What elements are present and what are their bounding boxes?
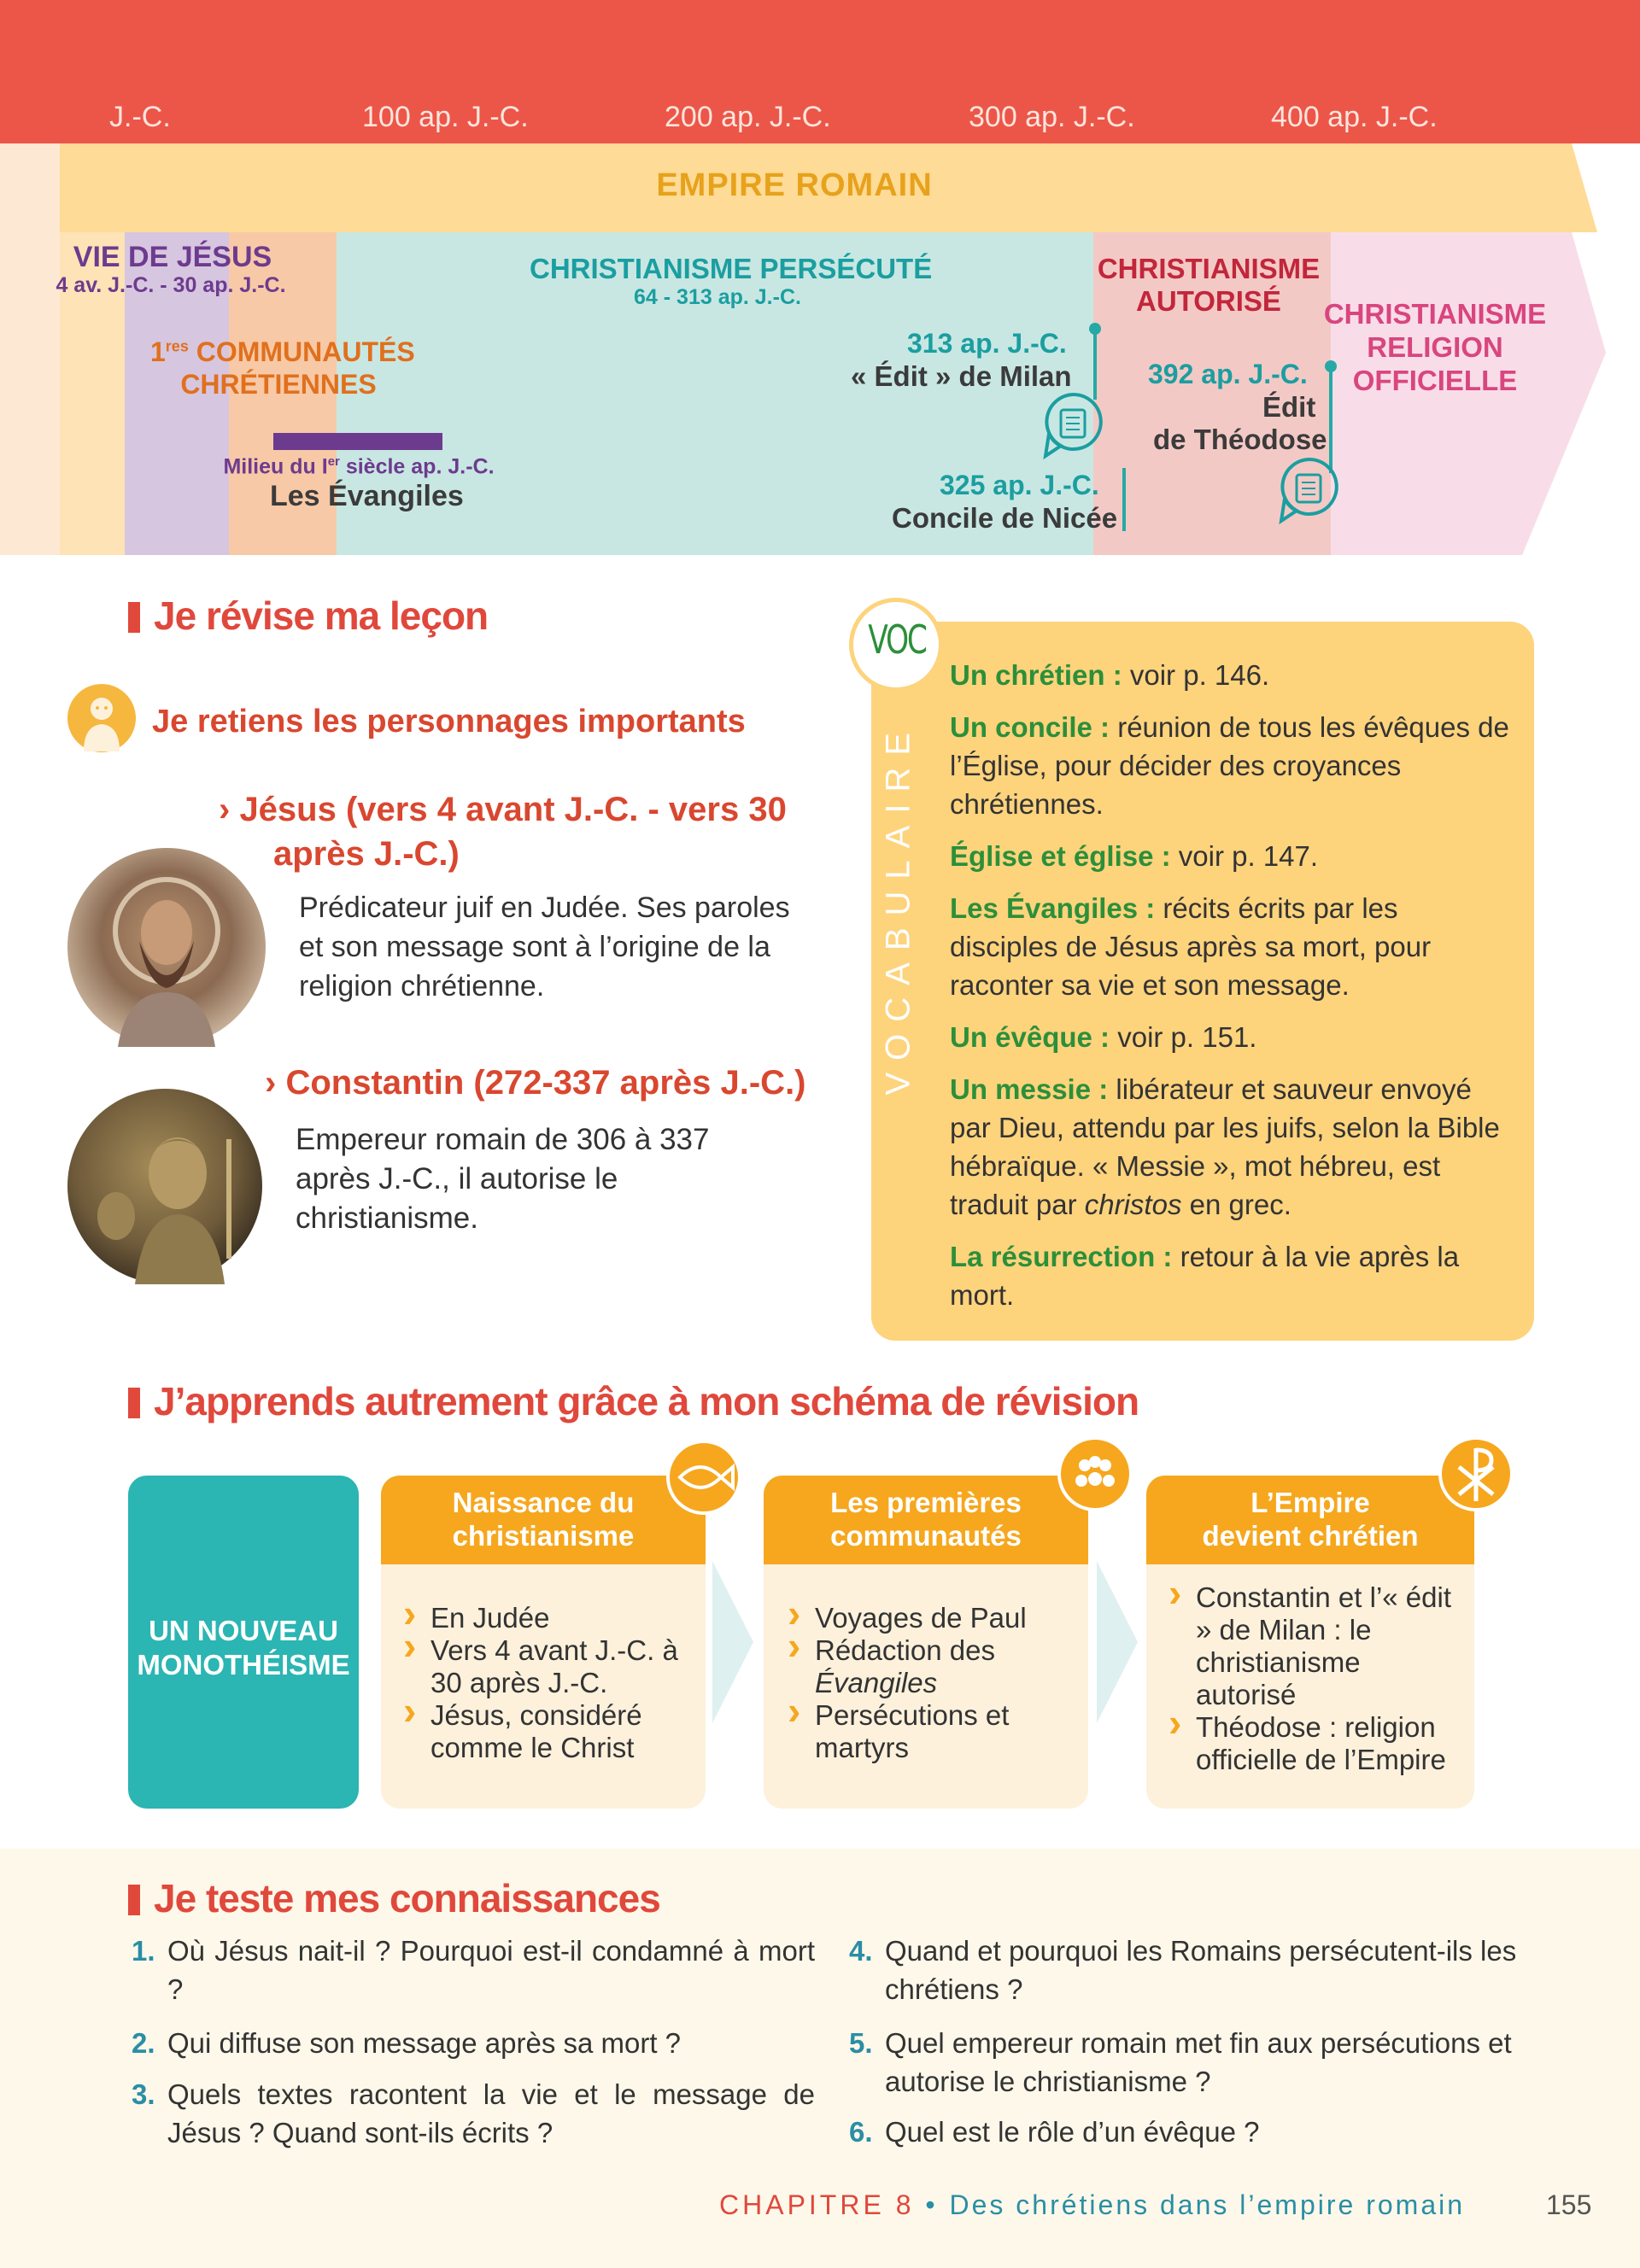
constantin-text: Empereur romain de 306 à 337 après J.-C., il autorise le christianisme.	[296, 1123, 710, 1235]
list-item: › Persécutions et martyrs	[784, 1699, 1075, 1764]
communautes-number: 1	[150, 336, 166, 367]
tick-300: 300 ap. J.-C.	[969, 101, 1135, 133]
tick-jc: J.-C.	[109, 101, 171, 133]
question-number: 2.	[132, 2027, 155, 2059]
jesus-portrait	[67, 847, 266, 1047]
vocab-term: Un chrétien :	[950, 659, 1122, 691]
vocab-term: Un concile :	[950, 711, 1110, 743]
list-item	[784, 1634, 1075, 1699]
vocab-def: libérateur et sauveur envoyé par Dieu, attendu par les juifs, selon la Bible hébraïque. « Messie », mot hébreu, est traduit par	[950, 1073, 1500, 1220]
milan-date: 313 ap. J.-C.	[907, 328, 1067, 359]
milan-pin	[1093, 330, 1097, 400]
communautes-line2: CHRÉTIENNES	[180, 369, 377, 400]
evangiles-date	[214, 454, 504, 479]
question-text: Qui diffuse son message après sa mort ?	[167, 2027, 682, 2059]
schema-box-2-head-line2: communautés	[830, 1520, 1022, 1552]
question-number: 5.	[849, 2027, 873, 2059]
evangiles-label: Les Évangiles	[270, 480, 464, 512]
schema-main-line2: MONOTHÉISME	[137, 1649, 350, 1681]
constantin-coin	[67, 1088, 263, 1284]
quiz-heading: Je teste mes connaissances	[128, 1875, 660, 1921]
arrow-right-icon	[1097, 1561, 1138, 1723]
vocab-item	[950, 1018, 1514, 1056]
question-text: Où Jésus nait-il ? Pourquoi est-il condamné à mort ?	[167, 1935, 815, 2005]
question-number: 6.	[849, 2116, 873, 2148]
persecute-dates: 64 - 313 ap. J.-C.	[634, 285, 801, 309]
schema-box-1-head	[381, 1476, 706, 1564]
quiz-question-6	[849, 2113, 1541, 2151]
revise-heading: Je révise ma leçon	[128, 593, 488, 639]
schema-box-1-list	[400, 1602, 690, 1764]
question-text: Quel empereur romain met fin aux persécutions et autorise le christianisme ?	[885, 2027, 1512, 2097]
voc-badge-text: VOC	[868, 617, 926, 663]
milan-label: « Édit » de Milan	[851, 360, 1072, 392]
constantin-title	[265, 1064, 806, 1102]
jesus-text: Prédicateur juif en Judée. Ses paroles et son message sont à l’origine de la religion chrétienne.	[299, 891, 790, 1002]
vocab-term: Un messie :	[950, 1073, 1109, 1105]
footer-title: Des chrétiens dans l’empire romain	[949, 2189, 1466, 2220]
officielle-label	[1315, 297, 1555, 397]
list-item: › Voyages de Paul	[784, 1602, 1075, 1634]
quiz-question-5	[849, 2024, 1541, 2101]
vocab-term: La résurrection :	[950, 1241, 1173, 1272]
community-icon	[1056, 1435, 1134, 1513]
officielle-line3: OFFICIELLE	[1352, 365, 1518, 396]
jesus-title	[219, 791, 787, 829]
vocab-item	[950, 1070, 1514, 1224]
tick-100: 100 ap. J.-C.	[362, 101, 529, 133]
chi-rho-icon	[1437, 1435, 1515, 1513]
schema-box-2-head	[764, 1476, 1088, 1564]
list-item-em: Évangiles	[815, 1667, 938, 1698]
list-item: › Constantin et l’« édit » de Milan : le christianisme autorisé	[1165, 1581, 1464, 1711]
vocab-em: christos	[1084, 1189, 1182, 1220]
schema-box-2-head-line1: Les premières	[830, 1487, 1022, 1518]
theodose-line1: Édit	[1262, 391, 1316, 423]
schema-heading: J’apprends autrement grâce à mon schéma de révision	[128, 1378, 1139, 1424]
vocab-term: Église et église :	[950, 840, 1171, 872]
list-item: › En Judée	[400, 1602, 690, 1634]
schema-main-label	[128, 1614, 359, 1682]
footer-chapter: CHAPITRE 8	[719, 2189, 915, 2220]
officielle-line2: RELIGION	[1367, 331, 1503, 363]
autorise-line2: AUTORISÉ	[1136, 285, 1281, 317]
schema-main-line1: UN NOUVEAU	[149, 1615, 338, 1646]
evangiles-bar	[273, 433, 442, 450]
jesus-title-line1: Jésus (vers 4 avant J.-C. - vers 30	[239, 791, 787, 828]
arrow-right-icon	[712, 1561, 753, 1723]
nicee-label: Concile de Nicée	[892, 502, 1118, 534]
vocab-side-label: VOCABULAIRE	[879, 720, 917, 1096]
vocab-def-after: en grec.	[1181, 1189, 1292, 1220]
chevron-right-icon: ›	[265, 1064, 286, 1102]
vocab-item	[950, 656, 1514, 694]
empire-romain-label: EMPIRE ROMAIN	[656, 167, 933, 203]
retiens-title: Je retiens les personnages importants	[152, 704, 746, 739]
question-text: Quand et pourquoi les Romains persécutent-ils les chrétiens ?	[885, 1935, 1517, 2005]
officielle-line1: CHRISTIANISME	[1323, 298, 1547, 330]
vocab-def: voir p. 147.	[1170, 840, 1319, 872]
timeline-margin	[0, 143, 60, 555]
vocab-list	[950, 656, 1514, 1328]
communautes-sup: res	[165, 337, 189, 355]
vocab-item	[950, 1237, 1514, 1314]
schema-box-1-head-line1: Naissance du	[452, 1487, 635, 1518]
schema-box-2-list	[784, 1602, 1075, 1764]
vocab-item	[950, 837, 1514, 875]
nicee-pin	[1122, 468, 1126, 531]
question-text: Quel est le rôle d’un évêque ?	[885, 2116, 1260, 2148]
schema-box-3-head-line2: devient chrétien	[1202, 1520, 1419, 1552]
evangiles-date-sup: er	[327, 454, 340, 469]
page-number: 155	[1546, 2189, 1592, 2220]
vocab-term: Un évêque :	[950, 1021, 1110, 1053]
vie-jesus-dates: 4 av. J.-C. - 30 ap. J.-C.	[56, 273, 286, 297]
question-text: Quels textes racontent la vie et le message de Jésus ? Quand sont-ils écrits ?	[167, 2078, 815, 2148]
communautes-line1: COMMUNAUTÉS	[196, 336, 415, 367]
schema-box-1-head-line2: christianisme	[452, 1520, 635, 1552]
tick-400: 400 ap. J.-C.	[1271, 101, 1438, 133]
milan-pin-dot	[1089, 323, 1101, 335]
constantin-title-text: Constantin (272-337 après J.-C.)	[285, 1064, 806, 1102]
list-item: › Jésus, considéré comme le Christ	[400, 1699, 690, 1764]
vocab-def: réunion de tous les évêques de l’Église, pour décider des croyances chrétiennes.	[950, 711, 1509, 820]
vocab-item	[950, 889, 1514, 1004]
tick-200: 200 ap. J.-C.	[665, 101, 831, 133]
nicee-date: 325 ap. J.-C.	[940, 470, 1099, 500]
list-item: › Théodose : religion officielle de l’Empire	[1165, 1711, 1464, 1776]
list-item: › Vers 4 avant J.-C. à 30 après J.-C.	[400, 1634, 690, 1699]
chevron-right-icon: ›	[219, 791, 240, 828]
vocab-def: voir p. 146.	[1122, 659, 1270, 691]
quiz-question-4	[849, 1932, 1541, 2008]
theodose-date: 392 ap. J.-C.	[1148, 359, 1308, 389]
evangiles-date-post: siècle ap. J.-C.	[339, 454, 495, 479]
autorise-line1: CHRISTIANISME	[1097, 253, 1321, 284]
scroll-icon	[1042, 391, 1104, 459]
quiz-question-1	[132, 1932, 815, 2008]
vocab-item	[950, 708, 1514, 823]
evangiles-date-pre: Milieu du I	[223, 454, 328, 479]
list-item-text: Rédaction des	[815, 1634, 995, 1666]
question-number: 1.	[132, 1935, 155, 1967]
vocab-term: Les Évangiles :	[950, 892, 1156, 924]
persecute-title: CHRISTIANISME PERSÉCUTÉ	[530, 253, 933, 284]
schema-box-3-list	[1165, 1581, 1464, 1776]
quiz-question-3	[132, 2075, 815, 2152]
quiz-question-2	[132, 2024, 815, 2062]
footer	[719, 2189, 1465, 2221]
vocab-def: voir p. 151.	[1110, 1021, 1257, 1053]
scroll-icon	[1278, 456, 1339, 524]
jesus-title-line2: après J.-C.)	[273, 835, 460, 873]
theodose-line2: de Théodose	[1153, 424, 1327, 455]
communautes-label	[150, 336, 415, 368]
vocab-def: récits écrits par les disciples de Jésus après sa mort, pour raconter sa vie et son message.	[950, 892, 1432, 1001]
schema-box-3-head	[1146, 1476, 1474, 1564]
question-number: 4.	[849, 1935, 873, 1967]
fish-icon	[665, 1438, 743, 1517]
footer-bullet: •	[925, 2189, 939, 2220]
person-icon	[67, 683, 137, 753]
vie-jesus-title: VIE DE JÉSUS	[73, 241, 272, 273]
schema-box-3-head-line1: L’Empire	[1250, 1487, 1370, 1518]
question-number: 3.	[132, 2078, 155, 2110]
vocab-def: retour à la vie après la mort.	[950, 1241, 1460, 1311]
